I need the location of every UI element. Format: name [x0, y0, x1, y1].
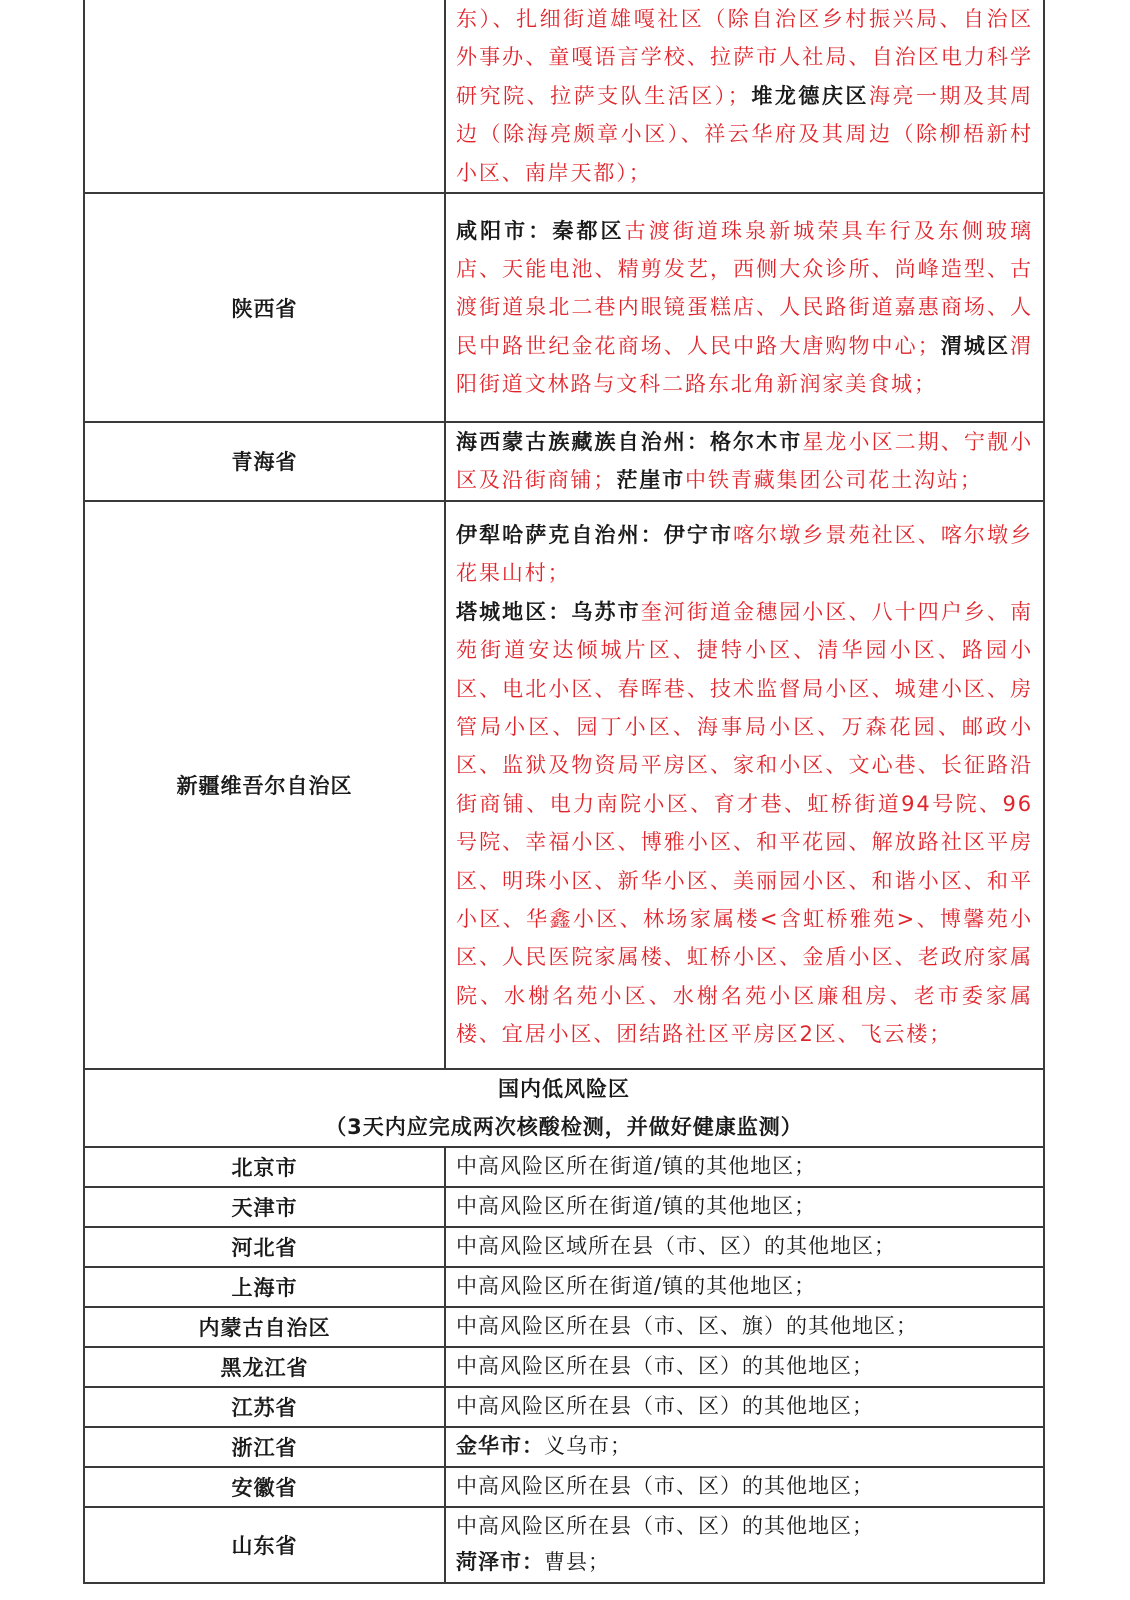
low-risk-row — [84, 1307, 1044, 1347]
low-risk-areas-cell — [445, 1187, 1044, 1227]
low-risk-line — [456, 1229, 1033, 1265]
area-description: 中高风险区所在县（市、区）的其他地区； — [456, 1474, 874, 1499]
high-risk-row — [84, 193, 1044, 422]
low-risk-areas-cell — [445, 1347, 1044, 1387]
province-cell: 新疆维吾尔自治区 — [84, 501, 445, 1069]
low-risk-row — [84, 1147, 1044, 1187]
high-risk-row — [84, 422, 1044, 501]
region-name: 茫崖市 — [616, 468, 686, 493]
area-description: 曹县； — [544, 1549, 610, 1574]
low-risk-row — [84, 1467, 1044, 1507]
risk-area-table-sheet — [83, 0, 1045, 1584]
province-cell: 江苏省 — [84, 1387, 445, 1427]
low-risk-row — [84, 1187, 1044, 1227]
area-list-text: 喀尔墩乡景苑社区、喀尔墩乡花果山村； — [456, 523, 1033, 586]
province-cell: 浙江省 — [84, 1427, 445, 1467]
affected-areas-cell — [445, 501, 1044, 1069]
area-description: 中高风险区所在街道/镇的其他地区； — [456, 1274, 817, 1299]
area-list-text: 中铁青藏集团公司花土沟站； — [685, 468, 983, 493]
region-name: 海西蒙古族藏族自治州：格尔木市 — [456, 430, 803, 455]
low-risk-areas-cell — [445, 1147, 1044, 1187]
low-risk-areas-cell — [445, 1307, 1044, 1347]
low-risk-row — [84, 1347, 1044, 1387]
low-risk-row — [84, 1507, 1044, 1583]
area-description: 中高风险区所在县（市、区）的其他地区； — [456, 1514, 874, 1539]
affected-areas-cell — [445, 0, 1044, 193]
high-risk-row — [84, 501, 1044, 1069]
risk-area-table — [83, 0, 1045, 1584]
province-cell: 青海省 — [84, 422, 445, 501]
region-name: 堆龙德庆区 — [750, 83, 869, 108]
low-risk-row — [84, 1227, 1044, 1267]
risk-area-table-body — [84, 0, 1044, 1583]
area-description: 中高风险区域所在县（市、区）的其他地区； — [456, 1234, 896, 1259]
area-description: 义乌市； — [544, 1434, 632, 1459]
province-cell: 安徽省 — [84, 1467, 445, 1507]
low-risk-line — [456, 1189, 1033, 1225]
low-risk-title: 国内低风险区 — [498, 1076, 630, 1101]
area-description: 中高风险区所在县（市、区）的其他地区； — [456, 1394, 874, 1419]
low-risk-line — [456, 1545, 1033, 1581]
low-risk-line — [456, 1149, 1033, 1185]
low-risk-row — [84, 1267, 1044, 1307]
low-risk-subtitle: （3天内应完成两次核酸检测，并做好健康监测） — [325, 1114, 803, 1139]
province-cell: 陕西省 — [84, 193, 445, 422]
area-list-text: 东）、扎细街道雄嘎社区（除自治区乡村振兴局、自治区外事办、童嘎语言学校、拉萨市人社局、自治区电力科学研究院、拉萨支队生活区）； — [456, 7, 1033, 108]
high-risk-row — [84, 0, 1044, 193]
area-description: 中高风险区所在县（市、区）的其他地区； — [456, 1354, 874, 1379]
region-name: 金华市： — [456, 1434, 544, 1459]
low-risk-areas-cell — [445, 1387, 1044, 1427]
low-risk-line — [456, 1349, 1033, 1385]
province-cell: 天津市 — [84, 1187, 445, 1227]
province-cell: 内蒙古自治区 — [84, 1307, 445, 1347]
low-risk-row — [84, 1387, 1044, 1427]
area-list-text: 星龙小区二期、宁靓小区及沿街商铺； — [456, 430, 1033, 493]
affected-areas-cell — [445, 193, 1044, 422]
region-name: 咸阳市：秦都区 — [456, 218, 625, 243]
low-risk-header-row — [84, 1069, 1044, 1147]
area-list-text: 海亮一期及其周边（除海亮颇章小区）、祥云华府及其周边（除柳梧新村小区、南岸天都）； — [456, 83, 1033, 185]
low-risk-line — [456, 1429, 1033, 1465]
area-description: 中高风险区所在县（市、区、旗）的其他地区； — [456, 1314, 918, 1339]
low-risk-line — [456, 1469, 1033, 1505]
province-cell: 山东省 — [84, 1507, 445, 1583]
province-cell: 河北省 — [84, 1227, 445, 1267]
area-list-text: 奎河街道金穗园小区、八十四户乡、南苑街道安达倾城片区、捷特小区、清华园小区、路园小区、电北小区、春晖巷、技术监督局小区、城建小区、房管局小区、园丁小区、海事局小区、万森花园、邮政小区、监狱及物资局平房区、家和小区、文心巷、长征路沿街商铺、电力南院小区、育才巷、虹桥街道94号院、96号院、幸福小区、博雅小区、和平花园、解放路社区平房区、明珠小区、新华小区、美丽园小区、和谐小区、和平小区、华鑫小区、林场家属楼<含虹桥雅苑>、博馨苑小区、人民医院家属楼、虹桥小区、金盾小区、老政府家属院、水榭名苑小区、水榭名苑小区廉租房、老市委家属楼、宜居小区、团结路社区平房区2区、飞云楼； — [456, 599, 1033, 1047]
low-risk-areas-cell — [445, 1507, 1044, 1583]
low-risk-areas-cell — [445, 1427, 1044, 1467]
low-risk-row — [84, 1427, 1044, 1467]
region-name: 伊犁哈萨克自治州：伊宁市 — [456, 523, 734, 547]
region-name: 菏泽市： — [456, 1549, 544, 1574]
province-cell: 上海市 — [84, 1267, 445, 1307]
low-risk-line — [456, 1269, 1033, 1305]
area-description: 中高风险区所在街道/镇的其他地区； — [456, 1194, 817, 1219]
region-name: 塔城地区：乌苏市 — [456, 599, 641, 624]
low-risk-line — [456, 1389, 1033, 1425]
affected-areas-cell — [445, 422, 1044, 501]
province-cell — [84, 0, 445, 193]
low-risk-line — [456, 1309, 1033, 1345]
area-list-text: 渭阳街道文林路与文科二路东北角新润家美食城； — [456, 333, 1033, 397]
low-risk-areas-cell — [445, 1227, 1044, 1267]
low-risk-line — [456, 1509, 1033, 1545]
low-risk-header-cell — [84, 1069, 1044, 1147]
area-description: 中高风险区所在街道/镇的其他地区； — [456, 1154, 817, 1179]
low-risk-areas-cell — [445, 1267, 1044, 1307]
region-name: 渭城区 — [940, 333, 1011, 358]
province-cell: 黑龙江省 — [84, 1347, 445, 1387]
area-list-text: 古渡街道珠泉新城荣具车行及东侧玻璃店、天能电池、精剪发艺，西侧大众诊所、尚峰造型、古渡街道泉北二巷内眼镜蛋糕店、人民路街道嘉惠商场、人民中路世纪金花商场、人民中路大唐购物中心； — [456, 218, 1033, 358]
province-cell: 北京市 — [84, 1147, 445, 1187]
low-risk-areas-cell — [445, 1467, 1044, 1507]
